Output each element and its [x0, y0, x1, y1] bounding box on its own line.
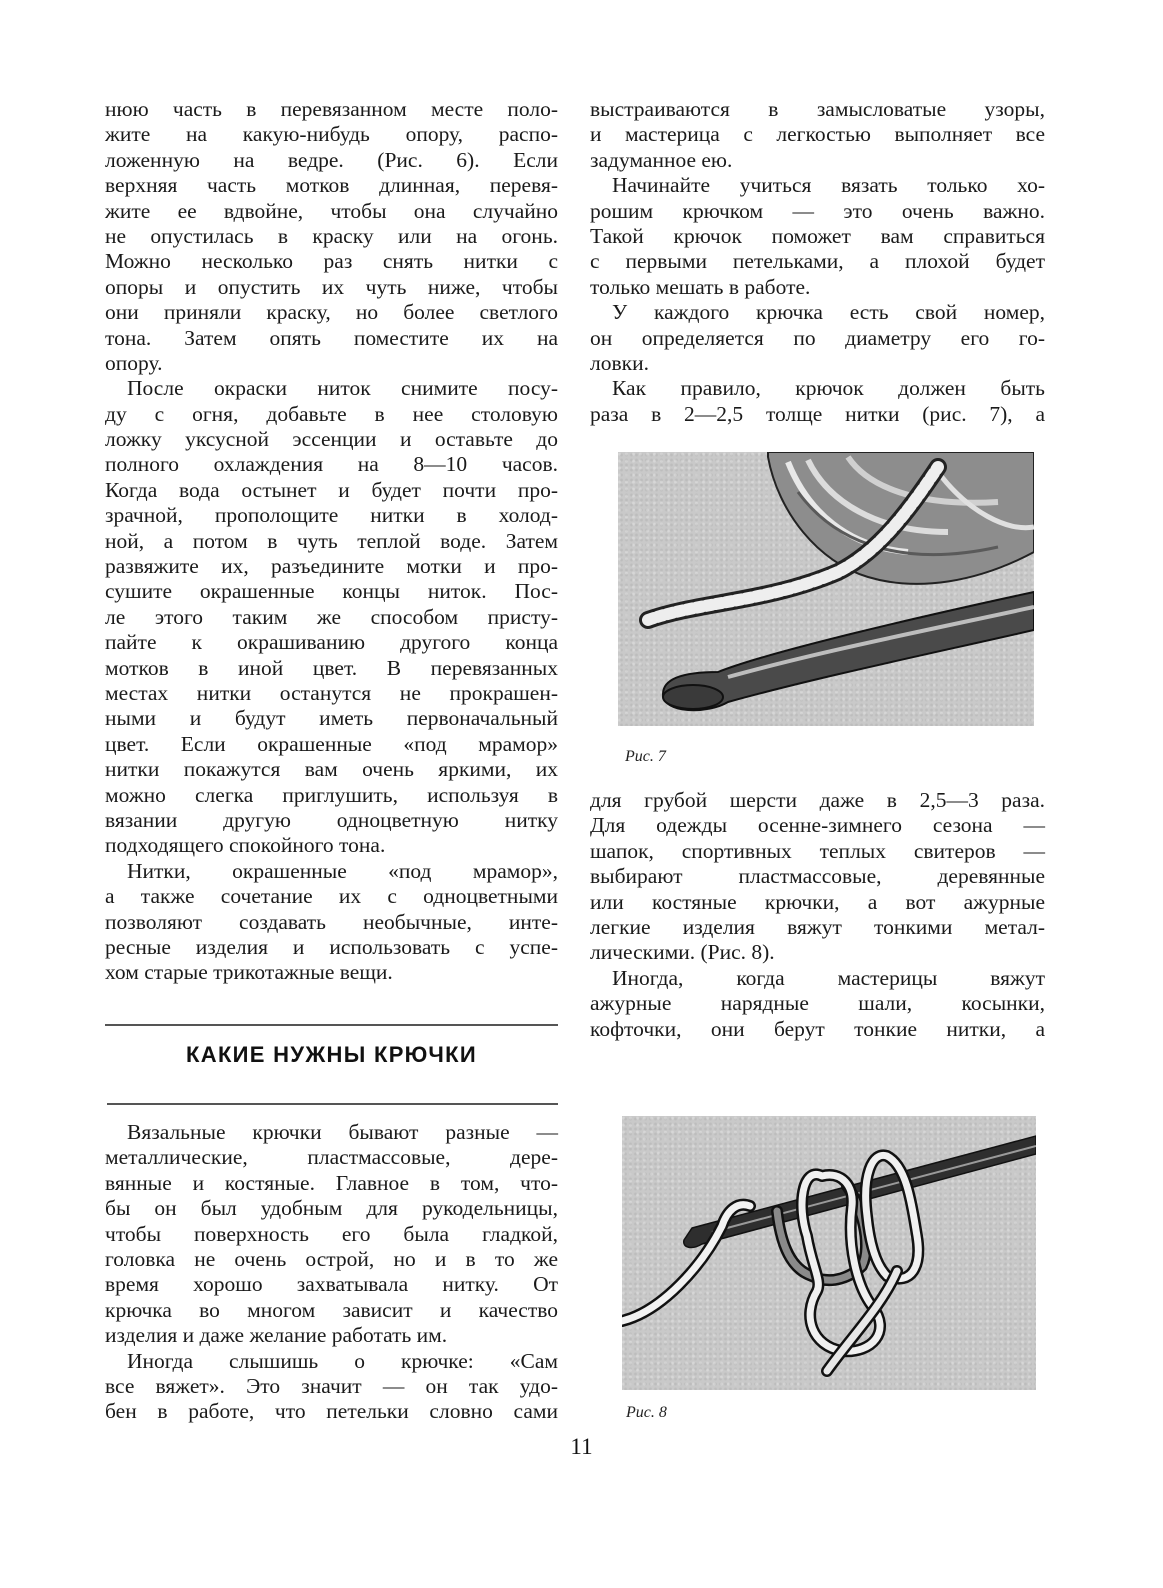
section-rule-bottom [107, 1103, 558, 1105]
text-line: или костяные крючки, а вот ажурные [590, 889, 1045, 914]
text-line: У каждого крючка есть свой номер, [612, 300, 1045, 325]
text-line: Нитки, окрашенные «под мрамор», [127, 858, 558, 883]
text-line: вязании другую одноцветную нитку [105, 807, 558, 832]
text-line: позволяют создавать необычные, инте- [105, 909, 558, 934]
text-line: ресные изделия и использовать с успе- [105, 934, 558, 959]
text-line: опоры и опустить их чуть ниже, чтобы [105, 274, 558, 299]
text-line: Такой крючок поможет вам справиться [590, 223, 1045, 248]
text-line: верхняя часть мотков длинная, перевя- [105, 173, 558, 198]
paragraph-hook-number [590, 300, 1045, 376]
text-line: Иногда, когда мастерицы вяжут [612, 965, 1045, 990]
paragraph-marble-threads [105, 859, 558, 986]
text-line: Когда вода остынет и будет почти про- [105, 477, 558, 502]
left-column-lower [105, 1120, 558, 1425]
text-line: ными и будут иметь первоначальный [105, 706, 558, 731]
text-line: легкие изделия вяжут тонкими метал- [590, 914, 1045, 939]
text-line: они приняли краску, но более светлого [105, 300, 558, 325]
text-line: Вязальные крючки бывают разные — [127, 1120, 558, 1144]
text-line: кофточки, они берут тонкие нитки, а [590, 1016, 1045, 1041]
text-line: ажурные нарядные шали, косынки, [590, 991, 1045, 1016]
text-line: цвет. Если окрашенные «под мрамор» [105, 731, 558, 756]
text-line: он определяется по диаметру его го- [590, 325, 1045, 350]
paragraph-openwork [590, 966, 1045, 1042]
text-line: ложку уксусной эссенции и оставьте до [105, 427, 558, 452]
text-line: хом старые трикотажные вещи. [105, 960, 393, 985]
right-column-top [590, 97, 1045, 427]
text-line: полного охлаждения на 8—10 часов. [105, 452, 558, 477]
text-line: После окраски ниток снимите посу- [127, 376, 558, 401]
text-line: металлические, пластмассовые, дере- [105, 1145, 558, 1170]
text-line: шапок, спортивных теплых свитеров — [590, 838, 1045, 863]
text-line: Для одежды осенне-зимнего сезона — [590, 813, 1045, 838]
text-line: зрачной, прополощите нитки в холод- [105, 503, 558, 528]
text-line: головка не очень острой, но и в то же [105, 1246, 558, 1271]
text-line: сушите окрашенные концы ниток. Пос- [105, 579, 558, 604]
text-line: Как правило, крючок должен быть [612, 376, 1045, 401]
text-line: пайте к окрашиванию другого конца [105, 630, 558, 655]
text-line: ду с огня, добавьте в нее столовую [105, 401, 558, 426]
paragraph-dyeing [105, 376, 558, 858]
text-line: Иногда слышишь о крючке: «Сам [127, 1348, 558, 1373]
text-line: выстраиваются в замысловатые узоры, [590, 97, 1045, 121]
page-number: 11 [570, 1434, 593, 1459]
paragraph-self-knitting [105, 1349, 558, 1425]
text-line: время хорошо захватывала нитку. От [105, 1272, 558, 1297]
text-line: вянные и костяные. Главное в том, что- [105, 1170, 558, 1195]
text-line: Начинайте учиться вязать только хо- [612, 173, 1045, 198]
text-line: ной, а потом в чуть теплой воде. Затем [105, 528, 558, 553]
text-line: для грубой шерсти даже в 2,5—3 раза. [590, 788, 1045, 812]
text-line: нитки покажутся вам очень яркими, их [105, 757, 558, 782]
text-line: местах нитки останутся не прокрашен- [105, 680, 558, 705]
yarn-ball-hook-illustration [618, 452, 1034, 726]
section-rule-top [105, 1024, 558, 1026]
text-line: ле этого таким же способом присту- [105, 604, 558, 629]
text-line: опору. [105, 350, 163, 375]
text-line: мотков в иной цвет. В перевязанных [105, 655, 558, 680]
text-line: изделия и даже желание работать им. [105, 1323, 448, 1348]
text-line: задуманное ею. [590, 147, 733, 172]
text-line: с первыми петельками, а плохой будет [590, 249, 1045, 274]
right-column-middle [590, 788, 1045, 1042]
text-line: жите на какую-нибудь опору, распо- [105, 122, 558, 147]
text-line: бен в работе, что петельки словно сами [105, 1399, 558, 1424]
text-line: Можно несколько раз снять нитки с [105, 249, 558, 274]
figure-7-yarn-and-hook [618, 452, 1034, 726]
text-line: чтобы поверхность его была гладкой, [105, 1221, 558, 1246]
text-line: нюю часть в перевязанном месте поло- [105, 97, 558, 121]
text-line: раза в 2—2,5 толще нитки (рис. 7), а [590, 401, 1045, 426]
text-line: и мастерица с легкостью выполняет все [590, 122, 1045, 147]
paragraph-continuation [590, 97, 1045, 173]
figure-8-hook-with-loops [622, 1116, 1036, 1390]
left-column [105, 97, 558, 986]
text-line: подходящего спокойного тона. [105, 833, 386, 858]
text-line: можно слегка приглушить, используя в [105, 782, 558, 807]
text-line: не опустилась в краску или на огонь. [105, 223, 558, 248]
hook-loops-illustration [622, 1116, 1036, 1390]
section-heading: КАКИЕ НУЖНЫ КРЮЧКИ [186, 1042, 477, 1067]
text-line: ложенную на ведре. (Рис. 6). Если [105, 147, 558, 172]
figure-7-caption: Рис. 7 [625, 748, 666, 765]
text-line: а также сочетание их с одноцветными [105, 884, 558, 909]
text-line: ловки. [590, 350, 649, 375]
text-line: жите ее вдвойне, чтобы она случайно [105, 198, 558, 223]
text-line: лическими. (Рис. 8). [590, 940, 775, 965]
paragraph-good-hook [590, 173, 1045, 300]
paragraph-continuation [105, 97, 558, 376]
paragraph-hook-thickness [590, 376, 1045, 427]
text-line: только мешать в работе. [590, 274, 811, 299]
text-line: крючка во многом зависит и качество [105, 1297, 558, 1322]
text-line: развяжите их, разъедините мотки и про- [105, 554, 558, 579]
text-line: выбирают пластмассовые, деревянные [590, 864, 1045, 889]
text-line: рошим крючком — это очень важно. [590, 198, 1045, 223]
text-line: все вяжет». Это значит — он так удо- [105, 1373, 558, 1398]
paragraph-coarse-wool [590, 788, 1045, 966]
figure-8-caption: Рис. 8 [626, 1404, 667, 1421]
text-line: тона. Затем опять поместите их на [105, 325, 558, 350]
paragraph-hook-types [105, 1120, 558, 1349]
text-line: бы он был удобным для рукодельницы, [105, 1196, 558, 1221]
